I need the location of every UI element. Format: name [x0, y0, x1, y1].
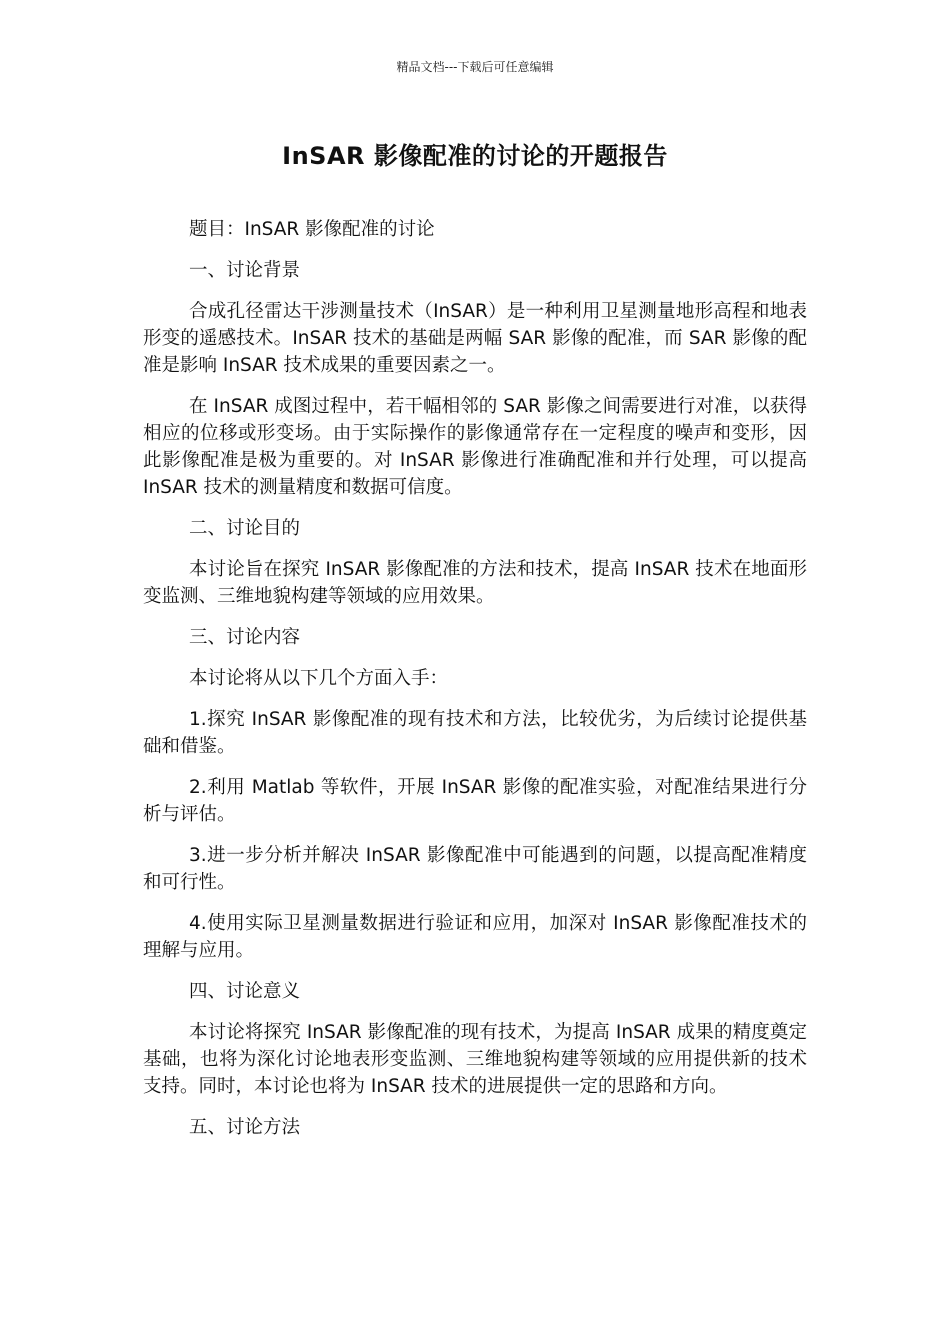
content-intro: 本讨论将从以下几个方面入手： [189, 668, 449, 689]
significance-paragraph: 本讨论将探究 InSAR 影像配准的现有技术，为提高 InSAR 成果的精度奠定基础，也将为深化讨论地表形变监测、三维地貌构建等领域的应用提供新的技术支持。同时，本讨论也将为 InSAR 技术的进展提供一定的思路和方向。 [143, 1022, 807, 1097]
section-heading-content: 三、讨论内容 [189, 627, 301, 648]
content-item-4: 4.使用实际卫星测量数据进行验证和应用，加深对 InSAR 影像配准技术的理解与应用。 [143, 913, 807, 961]
background-paragraph-2: 在 InSAR 成图过程中，若干幅相邻的 SAR 影像之间需要进行对准，以获得相应的位移或形变场。由于实际操作的影像通常存在一定程度的噪声和变形，因此影像配准是极为重要的。对 InSAR 影像进行准确配准和并行处理，可以提高 InSAR 技术的测量精度和数据可信度。 [143, 396, 807, 498]
topic-line: 题目：InSAR 影像配准的讨论 [189, 219, 435, 240]
header-note: 精品文档---下载后可任意编辑 [396, 60, 554, 74]
section-heading-method: 五、讨论方法 [189, 1117, 301, 1138]
purpose-paragraph: 本讨论旨在探究 InSAR 影像配准的方法和技术，提高 InSAR 技术在地面形变监测、三维地貌构建等领域的应用效果。 [143, 559, 807, 607]
section-heading-purpose: 二、讨论目的 [189, 518, 301, 539]
document-title: InSAR 影像配准的讨论的开题报告 [282, 142, 668, 170]
background-paragraph-1: 合成孔径雷达干涉测量技术（InSAR）是一种利用卫星测量地形高程和地表形变的遥感技术。InSAR 技术的基础是两幅 SAR 影像的配准，而 SAR 影像的配准是影响 InSAR 技术成果的重要因素之一。 [143, 301, 807, 376]
content-item-1: 1.探究 InSAR 影像配准的现有技术和方法，比较优劣，为后续讨论提供基础和借鉴。 [143, 709, 807, 757]
content-item-2: 2.利用 Matlab 等软件，开展 InSAR 影像的配准实验，对配准结果进行分析与评估。 [143, 777, 807, 825]
section-heading-significance: 四、讨论意义 [189, 981, 301, 1002]
content-item-3: 3.进一步分析并解决 InSAR 影像配准中可能遇到的问题，以提高配准精度和可行性。 [143, 845, 807, 893]
document-body [143, 216, 807, 1155]
section-heading-background: 一、讨论背景 [189, 260, 301, 281]
